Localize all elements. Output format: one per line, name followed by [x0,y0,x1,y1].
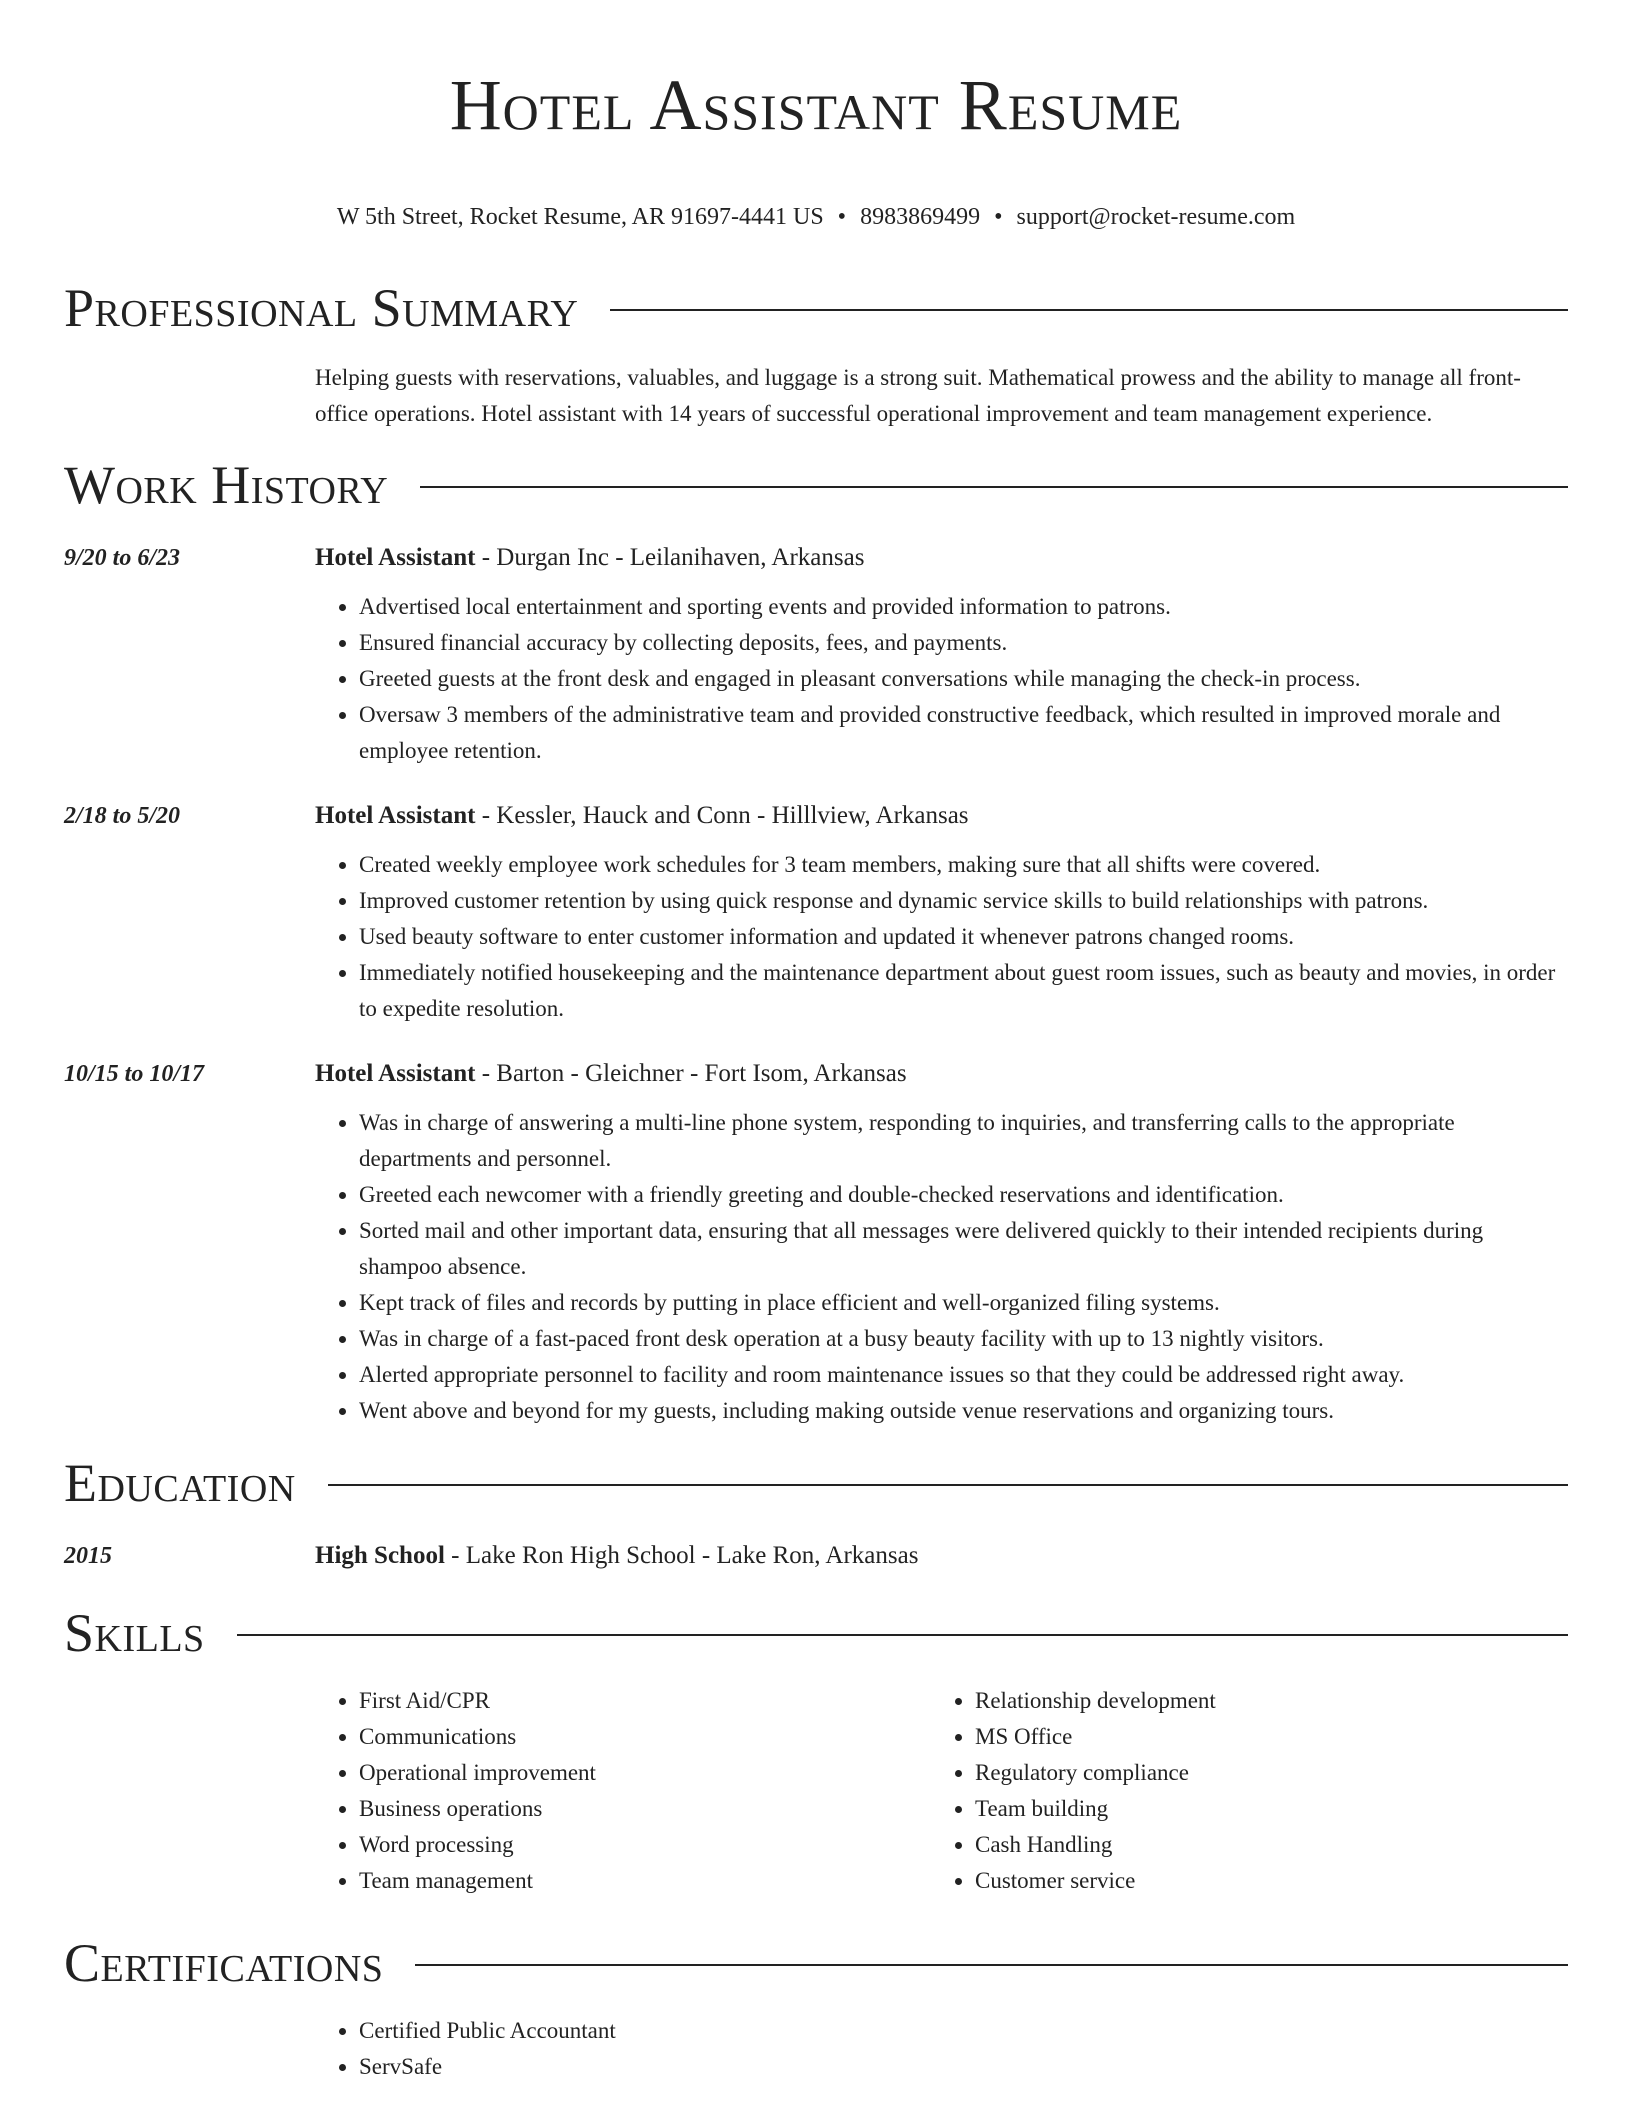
work-body [315,541,1568,769]
work-entry [64,1057,1568,1429]
section-title-skills: Skills [64,1603,205,1663]
list-item: • Sorted mail and other important data, ensuring that all messages were delivered quickly to their intended recipients during shampoo absence. [359,1213,1568,1285]
list-item: • Operational improvement [359,1755,931,1791]
list-item: • Advertised local entertainment and sporting events and provided information to patrons. [359,589,1568,625]
list-item: • MS Office [975,1719,1547,1755]
education-details: - Lake Ron High School - Lake Ron, Arkansas [444,1542,919,1569]
education-body [315,1539,1568,1573]
summary-text: Helping guests with reservations, valuables, and luggage is a strong suit. Mathematical prowess and the ability to manage all front-office operations. Hotel assistant with 14 years of successful operational improvement and team management experience. [315,365,1521,426]
work-heading [315,1057,1568,1091]
work-entry [64,541,1568,769]
list-item: • Improved customer retention by using quick response and dynamic service skills to build relationships with patrons. [359,883,1568,919]
work-job-title: Hotel Assistant [315,802,476,829]
list-item: • Customer service [975,1863,1547,1899]
section-header-certifications [64,1933,1568,1993]
list-item: • Relationship development [975,1683,1547,1719]
section-divider [237,1634,1568,1636]
list-item: • Alerted appropriate personnel to facility and room maintenance issues so that they could be addressed right away. [359,1357,1568,1393]
contact-separator: • [837,204,847,230]
section-header-work [64,455,1568,515]
work-dates: 9/20 to 6/23 [64,545,181,571]
contact-line [64,202,1568,232]
list-item: • Communications [359,1719,931,1755]
list-item: • Was in charge of a fast-paced front desk operation at a busy beauty facility with up to 13 nightly visitors. [359,1321,1568,1357]
work-history-list [64,541,1568,1429]
list-item: • Was in charge of answering a multi-line phone system, responding to inquiries, and transferring calls to the appropriate departments and personnel. [359,1105,1568,1177]
skills-grid [315,1683,1568,1899]
work-bullets [315,589,1568,769]
work-employer-details: - Barton - Gleichner - Fort Isom, Arkansas [475,1060,907,1087]
work-employer-details: - Kessler, Hauck and Conn - Hilllview, Arkansas [475,802,969,829]
list-item: • Word processing [359,1827,931,1863]
work-dates: 2/18 to 5/20 [64,803,181,829]
work-dates: 10/15 to 10/17 [64,1061,205,1087]
education-heading [315,1539,1568,1573]
section-divider [415,1964,1568,1966]
list-item: • First Aid/CPR [359,1683,931,1719]
skills-column-right [931,1683,1547,1899]
education-year: 2015 [64,1543,112,1569]
work-entry [64,799,1568,1027]
section-title-certifications: Certifications [64,1933,384,1993]
list-item: • Kept track of files and records by putting in place efficient and well-organized filing systems. [359,1285,1568,1321]
contact-phone: 8983869499 [860,204,981,230]
contact-email: support@rocket-resume.com [1016,204,1296,230]
work-bullets [315,847,1568,1027]
section-header-summary [64,278,1568,338]
section-title-work: Work History [64,455,389,515]
list-item: • Business operations [359,1791,931,1827]
list-item: • Immediately notified housekeeping and the maintenance department about guest room issues, such as beauty and movies, in order to expedite resolution. [359,955,1568,1027]
list-item: • ServSafe [359,2049,1568,2085]
work-employer-details: - Durgan Inc - Leilanihaven, Arkansas [475,544,865,571]
list-item: • Certified Public Accountant [359,2013,1568,2049]
list-item: • Greeted guests at the front desk and engaged in pleasant conversations while managing the check-in process. [359,661,1568,697]
work-body [315,799,1568,1027]
section-header-education [64,1453,1568,1513]
list-item: • Created weekly employee work schedules for 3 team members, making sure that all shifts were covered. [359,847,1568,883]
resume-title: Hotel Assistant Resume [449,65,1183,145]
skills-column-left [315,1683,931,1899]
certifications-list [315,2013,1568,2085]
work-body [315,1057,1568,1429]
section-title-summary: Professional Summary [64,278,579,338]
work-heading [315,799,1568,833]
section-title-education: Education [64,1453,296,1513]
list-item: • Used beauty software to enter customer information and updated it whenever patrons changed rooms. [359,919,1568,955]
work-job-title: Hotel Assistant [315,1060,476,1087]
list-item: • Regulatory compliance [975,1755,1547,1791]
contact-address: W 5th Street, Rocket Resume, AR 91697-4441 US [336,204,824,230]
work-bullets [315,1105,1568,1429]
resume-page [64,0,1568,2085]
list-item: • Went above and beyond for my guests, including making outside venue reservations and organizing tours. [359,1393,1568,1429]
list-item: • Cash Handling [975,1827,1547,1863]
section-divider [328,1484,1568,1486]
section-divider [420,486,1568,488]
list-item: • Ensured financial accuracy by collecting deposits, fees, and payments. [359,625,1568,661]
education-entry [64,1539,1568,1573]
contact-separator: • [994,204,1003,230]
list-item: • Team management [359,1863,931,1899]
education-degree: High School [315,1542,445,1569]
certifications-bullets [315,2013,1568,2085]
list-item: • Oversaw 3 members of the administrative team and provided constructive feedback, which resulted in improved morale and employee retention. [359,697,1568,769]
section-divider [610,309,1568,311]
section-header-skills [64,1603,1568,1663]
work-heading [315,541,1568,575]
list-item: • Team building [975,1791,1547,1827]
list-item: • Greeted each newcomer with a friendly greeting and double-checked reservations and identification. [359,1177,1568,1213]
work-job-title: Hotel Assistant [315,544,476,571]
